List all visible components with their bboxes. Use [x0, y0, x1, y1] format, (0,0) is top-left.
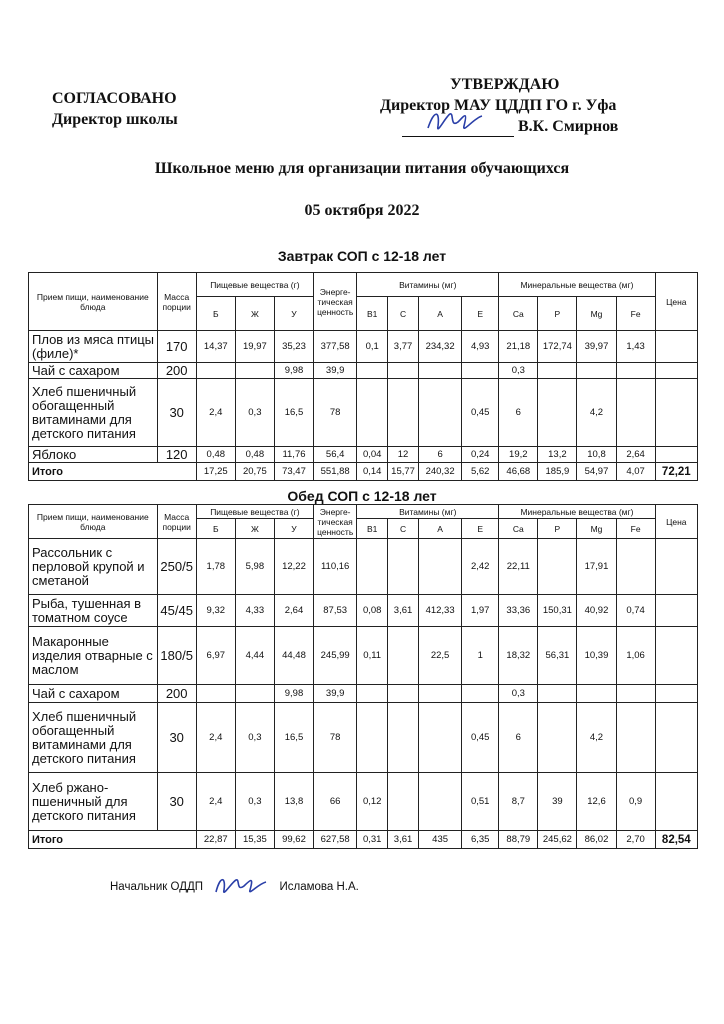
price-cell	[655, 331, 697, 363]
value-en: 110,16	[314, 539, 357, 595]
value-a	[418, 773, 461, 831]
value-b1	[357, 685, 388, 703]
value-c	[388, 685, 419, 703]
col-u-header: У	[274, 297, 313, 331]
breakfast-title: Завтрак СОП с 12-18 лет	[277, 248, 447, 264]
total-ca: 46,68	[499, 463, 538, 481]
value-a	[418, 685, 461, 703]
value-en: 245,99	[314, 627, 357, 685]
value-mg	[577, 363, 616, 379]
value-zh: 0,48	[235, 447, 274, 463]
dish-name: Плов из мяса птицы (филе)*	[29, 331, 158, 363]
col-c-header: С	[388, 297, 419, 331]
value-fe: 0,74	[616, 595, 655, 627]
value-mg: 4,2	[577, 379, 616, 447]
total-ca: 88,79	[499, 831, 538, 849]
total-c: 15,77	[388, 463, 419, 481]
value-e	[462, 685, 499, 703]
value-fe	[616, 379, 655, 447]
value-fe: 0,9	[616, 773, 655, 831]
value-e	[462, 363, 499, 379]
total-b: 22,87	[196, 831, 235, 849]
value-ca: 6	[499, 703, 538, 773]
value-u: 13,8	[274, 773, 313, 831]
col-minerals-header: Минеральные вещества (мг)	[499, 505, 655, 519]
price-cell	[655, 595, 697, 627]
table-row	[29, 539, 698, 595]
portion-mass: 30	[157, 703, 196, 773]
value-mg: 10,39	[577, 627, 616, 685]
col-price-header: Цена	[655, 273, 697, 331]
col-ca-header: Ca	[499, 297, 538, 331]
value-e: 4,93	[462, 331, 499, 363]
dish-name: Чай с сахаром	[29, 685, 158, 703]
total-p: 185,9	[538, 463, 577, 481]
value-zh: 0,3	[235, 703, 274, 773]
total-a: 435	[418, 831, 461, 849]
approved-label: СОГЛАСОВАНО	[52, 90, 177, 107]
value-p: 13,2	[538, 447, 577, 463]
col-mass-header: Масса порции	[157, 505, 196, 539]
total-row	[29, 831, 698, 849]
table-row	[29, 363, 698, 379]
director-title: Директор МАУ ЦДДП ГО г. Уфа	[380, 97, 617, 114]
value-p	[538, 685, 577, 703]
value-fe	[616, 363, 655, 379]
col-mg-header: Mg	[577, 519, 616, 539]
value-b: 2,4	[196, 773, 235, 831]
value-ca: 0,3	[499, 363, 538, 379]
value-e: 0,45	[462, 379, 499, 447]
value-c	[388, 627, 419, 685]
total-b: 17,25	[196, 463, 235, 481]
table-row	[29, 773, 698, 831]
value-zh: 19,97	[235, 331, 274, 363]
value-e: 0,51	[462, 773, 499, 831]
value-mg: 40,92	[577, 595, 616, 627]
col-fe-header: Fe	[616, 297, 655, 331]
value-ca: 19,2	[499, 447, 538, 463]
col-nutrients-header: Пищевые вещества (г)	[196, 273, 313, 297]
document-title: Школьное меню для организации питания обучающихся	[154, 160, 570, 177]
value-b: 0,48	[196, 447, 235, 463]
price-cell	[655, 685, 697, 703]
value-u: 16,5	[274, 703, 313, 773]
portion-mass: 200	[157, 363, 196, 379]
dish-name: Макаронные изделия отварные с маслом	[29, 627, 158, 685]
col-energy-header: Энерге-тическая ценность	[314, 273, 357, 331]
total-zh: 20,75	[235, 463, 274, 481]
col-price-header: Цена	[655, 505, 697, 539]
total-fe: 2,70	[616, 831, 655, 849]
value-b	[196, 685, 235, 703]
value-b: 6,97	[196, 627, 235, 685]
value-p	[538, 363, 577, 379]
value-mg: 4,2	[577, 703, 616, 773]
value-b	[196, 363, 235, 379]
value-ca: 21,18	[499, 331, 538, 363]
value-a	[418, 539, 461, 595]
value-b1: 0,08	[357, 595, 388, 627]
total-e: 5,62	[462, 463, 499, 481]
dish-name: Рассольник с перловой крупой и сметаной	[29, 539, 158, 595]
confirmation-block	[380, 74, 650, 137]
value-en: 377,58	[314, 331, 357, 363]
table-row	[29, 627, 698, 685]
value-fe: 2,64	[616, 447, 655, 463]
total-e: 6,35	[462, 831, 499, 849]
value-b1	[357, 379, 388, 447]
value-zh: 0,3	[235, 773, 274, 831]
col-mass-header: Масса порции	[157, 273, 196, 331]
value-fe: 1,06	[616, 627, 655, 685]
value-c: 3,77	[388, 331, 419, 363]
col-meal-header: Прием пищи, наименование блюда	[29, 273, 158, 331]
portion-mass: 30	[157, 379, 196, 447]
value-e: 0,24	[462, 447, 499, 463]
value-ca: 18,32	[499, 627, 538, 685]
footer-signature	[110, 874, 359, 900]
signature-mark	[424, 106, 486, 140]
breakfast-table	[28, 272, 698, 481]
value-e: 1	[462, 627, 499, 685]
col-meal-header: Прием пищи, наименование блюда	[29, 505, 158, 539]
value-en: 78	[314, 379, 357, 447]
portion-mass: 120	[157, 447, 196, 463]
price-cell	[655, 379, 697, 447]
value-b1	[357, 703, 388, 773]
value-ca: 22,11	[499, 539, 538, 595]
value-zh: 4,44	[235, 627, 274, 685]
value-zh: 0,3	[235, 379, 274, 447]
value-zh: 5,98	[235, 539, 274, 595]
total-en: 551,88	[314, 463, 357, 481]
value-en: 56,4	[314, 447, 357, 463]
total-label: Итого	[29, 463, 197, 481]
value-b1: 0,11	[357, 627, 388, 685]
value-en: 66	[314, 773, 357, 831]
total-a: 240,32	[418, 463, 461, 481]
value-b1	[357, 539, 388, 595]
price-cell	[655, 773, 697, 831]
value-en: 39,9	[314, 685, 357, 703]
value-c: 3,61	[388, 595, 419, 627]
menu-date: 05 октября 2022	[304, 202, 420, 219]
dish-name: Яблоко	[29, 447, 158, 463]
value-u: 11,76	[274, 447, 313, 463]
total-price: 72,21	[655, 463, 697, 481]
value-c: 12	[388, 447, 419, 463]
col-b-header: Б	[196, 297, 235, 331]
value-en: 78	[314, 703, 357, 773]
signature-mark	[212, 874, 270, 900]
value-mg: 17,91	[577, 539, 616, 595]
col-b1-header: В1	[357, 297, 388, 331]
value-b1: 0,1	[357, 331, 388, 363]
value-u: 12,22	[274, 539, 313, 595]
value-p	[538, 379, 577, 447]
total-mg: 86,02	[577, 831, 616, 849]
footer-position: Начальник ОДДП	[110, 881, 204, 894]
value-c	[388, 379, 419, 447]
col-b-header: Б	[196, 519, 235, 539]
col-p-header: P	[538, 297, 577, 331]
lunch-table	[28, 504, 698, 849]
value-zh	[235, 685, 274, 703]
col-e-header: Е	[462, 297, 499, 331]
value-u: 2,64	[274, 595, 313, 627]
col-ca-header: Ca	[499, 519, 538, 539]
value-a: 6	[418, 447, 461, 463]
value-p: 150,31	[538, 595, 577, 627]
price-cell	[655, 627, 697, 685]
value-p: 56,31	[538, 627, 577, 685]
value-fe: 1,43	[616, 331, 655, 363]
value-c	[388, 539, 419, 595]
total-en: 627,58	[314, 831, 357, 849]
value-a	[418, 379, 461, 447]
value-fe	[616, 539, 655, 595]
total-u: 99,62	[274, 831, 313, 849]
value-mg: 10,8	[577, 447, 616, 463]
col-a-header: А	[418, 297, 461, 331]
portion-mass: 45/45	[157, 595, 196, 627]
total-c: 3,61	[388, 831, 419, 849]
total-label: Итого	[29, 831, 197, 849]
value-fe	[616, 685, 655, 703]
col-e-header: Е	[462, 519, 499, 539]
value-e: 1,97	[462, 595, 499, 627]
value-ca: 8,7	[499, 773, 538, 831]
table-row	[29, 685, 698, 703]
value-zh: 4,33	[235, 595, 274, 627]
value-a: 412,33	[418, 595, 461, 627]
col-energy-header: Энерге-тическая ценность	[314, 505, 357, 539]
signature-line	[402, 122, 514, 137]
value-fe	[616, 703, 655, 773]
value-u: 16,5	[274, 379, 313, 447]
value-ca: 0,3	[499, 685, 538, 703]
total-zh: 15,35	[235, 831, 274, 849]
dish-name: Хлеб пшеничный обогащенный витаминами для детского питания	[29, 379, 158, 447]
col-vitamins-header: Витамины (мг)	[357, 273, 499, 297]
total-row	[29, 463, 698, 481]
value-p: 172,74	[538, 331, 577, 363]
director-name: В.К. Смирнов	[518, 118, 619, 135]
value-en: 87,53	[314, 595, 357, 627]
value-u: 9,98	[274, 363, 313, 379]
value-ca: 6	[499, 379, 538, 447]
value-a: 22,5	[418, 627, 461, 685]
value-e: 2,42	[462, 539, 499, 595]
portion-mass: 200	[157, 685, 196, 703]
total-u: 73,47	[274, 463, 313, 481]
col-minerals-header: Минеральные вещества (мг)	[499, 273, 655, 297]
approval-block	[52, 88, 178, 130]
value-u: 9,98	[274, 685, 313, 703]
dish-name: Хлеб ржано-пшеничный для детского питания	[29, 773, 158, 831]
value-p: 39	[538, 773, 577, 831]
total-mg: 54,97	[577, 463, 616, 481]
value-p	[538, 703, 577, 773]
value-e: 0,45	[462, 703, 499, 773]
value-b1	[357, 363, 388, 379]
col-p-header: P	[538, 519, 577, 539]
value-b: 2,4	[196, 703, 235, 773]
footer-name: Исламова Н.А.	[279, 881, 359, 894]
value-c	[388, 773, 419, 831]
portion-mass: 30	[157, 773, 196, 831]
value-a	[418, 703, 461, 773]
price-cell	[655, 363, 697, 379]
col-nutrients-header: Пищевые вещества (г)	[196, 505, 313, 519]
value-a	[418, 363, 461, 379]
col-b1-header: В1	[357, 519, 388, 539]
portion-mass: 170	[157, 331, 196, 363]
value-a: 234,32	[418, 331, 461, 363]
col-mg-header: Mg	[577, 297, 616, 331]
value-ca: 33,36	[499, 595, 538, 627]
total-p: 245,62	[538, 831, 577, 849]
table-row	[29, 595, 698, 627]
value-en: 39,9	[314, 363, 357, 379]
col-a-header: А	[418, 519, 461, 539]
value-b: 9,32	[196, 595, 235, 627]
value-zh	[235, 363, 274, 379]
total-price: 82,54	[655, 831, 697, 849]
value-b: 2,4	[196, 379, 235, 447]
portion-mass: 180/5	[157, 627, 196, 685]
value-u: 35,23	[274, 331, 313, 363]
col-c-header: С	[388, 519, 419, 539]
value-b1: 0,04	[357, 447, 388, 463]
col-vitamins-header: Витамины (мг)	[357, 505, 499, 519]
table-row	[29, 331, 698, 363]
value-c	[388, 703, 419, 773]
col-u-header: У	[274, 519, 313, 539]
table-row	[29, 447, 698, 463]
dish-name: Рыба, тушенная в томатном соусе	[29, 595, 158, 627]
table-row	[29, 379, 698, 447]
col-zh-header: Ж	[235, 519, 274, 539]
confirm-label: УТВЕРЖДАЮ	[450, 76, 560, 93]
school-director-label: Директор школы	[52, 111, 178, 128]
value-mg	[577, 685, 616, 703]
dish-name: Чай с сахаром	[29, 363, 158, 379]
table-row	[29, 703, 698, 773]
value-mg: 39,97	[577, 331, 616, 363]
value-c	[388, 363, 419, 379]
value-u: 44,48	[274, 627, 313, 685]
col-zh-header: Ж	[235, 297, 274, 331]
price-cell	[655, 703, 697, 773]
total-b1: 0,14	[357, 463, 388, 481]
dish-name: Хлеб пшеничный обогащенный витаминами для детского питания	[29, 703, 158, 773]
value-b: 14,37	[196, 331, 235, 363]
value-mg: 12,6	[577, 773, 616, 831]
col-fe-header: Fe	[616, 519, 655, 539]
total-b1: 0,31	[357, 831, 388, 849]
total-fe: 4,07	[616, 463, 655, 481]
price-cell	[655, 539, 697, 595]
value-b1: 0,12	[357, 773, 388, 831]
lunch-title: Обед СОП с 12-18 лет	[287, 488, 437, 504]
price-cell	[655, 447, 697, 463]
portion-mass: 250/5	[157, 539, 196, 595]
value-p	[538, 539, 577, 595]
value-b: 1,78	[196, 539, 235, 595]
